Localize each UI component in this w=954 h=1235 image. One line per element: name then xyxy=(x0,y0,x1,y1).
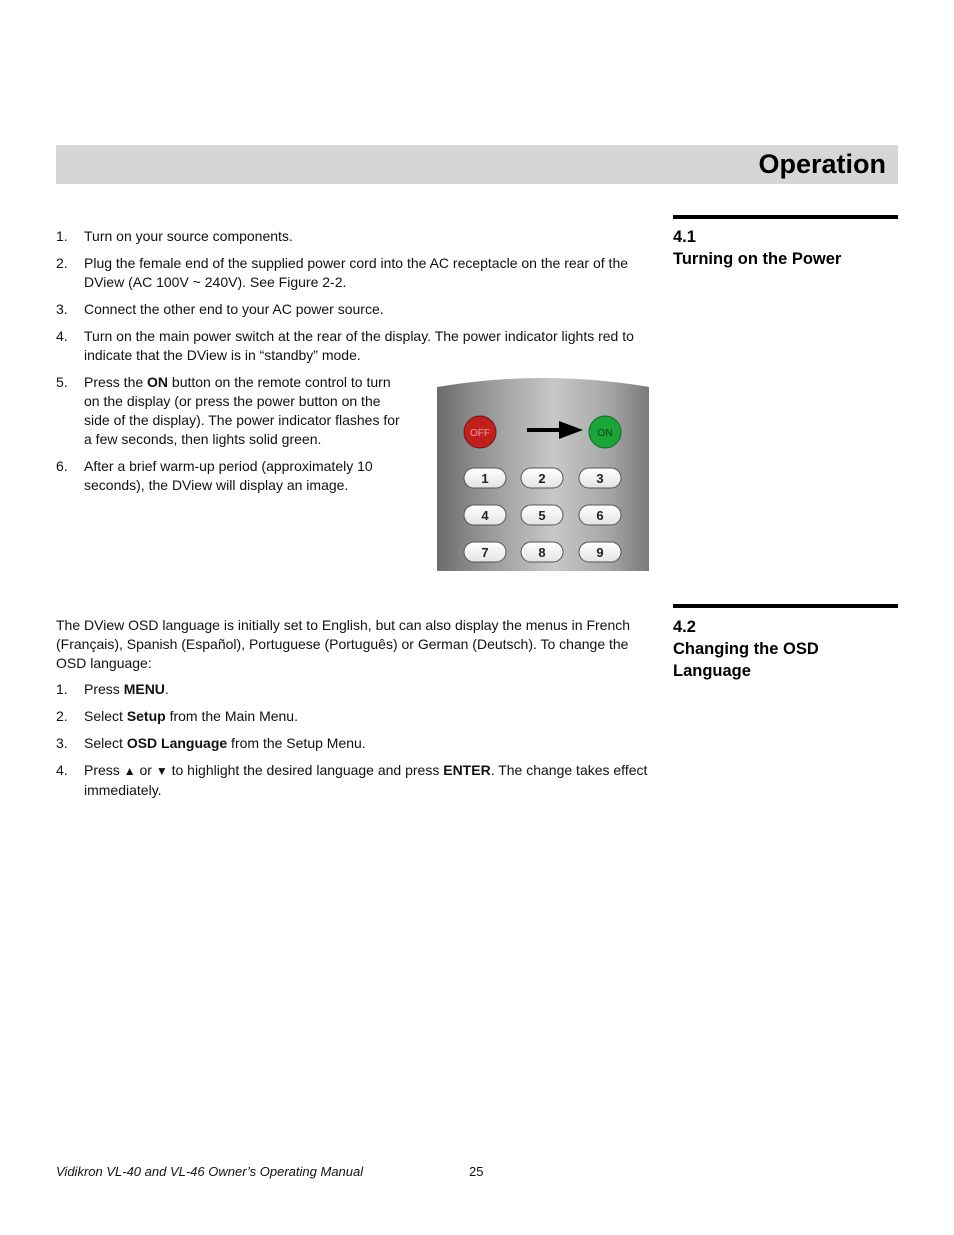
chapter-header-bar xyxy=(56,145,898,184)
section-number: 4.2 xyxy=(673,618,696,636)
chapter-title: Operation xyxy=(758,149,886,179)
keypad-label: 9 xyxy=(596,545,604,560)
arrow-right-icon xyxy=(527,421,583,439)
on-label: ON xyxy=(597,428,613,439)
list-item: 4. Press ▲ or ▼ to highlight the desired language and press ENTER. The change takes effect immediately. xyxy=(56,762,648,798)
section-number: 4.1 xyxy=(673,228,696,246)
keypad-label: 8 xyxy=(538,545,546,560)
up-arrow-icon: ▲ xyxy=(123,764,136,778)
osd-intro-paragraph: The DView OSD language is initially set to English, but can also display the menus in French (Français), Spanish (Español), Portuguese (Português) or German (Deutsch). To change the OSD language: xyxy=(56,617,631,671)
keypad-label: 7 xyxy=(481,545,489,560)
page-number: 25 xyxy=(469,1164,484,1179)
list-item: 5. Press the ON button on the remote control to turn on the display (or press the power button on the side of the display). The power indicator flashes for a few seconds, then lights solid green. xyxy=(56,374,400,447)
osd-steps-list xyxy=(56,680,652,808)
list-item: 1. Press MENU. xyxy=(56,681,169,697)
list-item: 4. Turn on the main power switch at the rear of the display. The power indicator lights red to indicate that the DView is in “standby” mode. xyxy=(56,328,634,363)
list-item: 2. Select Setup from the Main Menu. xyxy=(56,708,298,724)
keypad-label: 6 xyxy=(596,508,604,523)
down-arrow-icon: ▼ xyxy=(155,764,168,778)
remote-control-illustration xyxy=(437,377,649,571)
keypad-label: 1 xyxy=(481,471,489,486)
footer-manual-title: Vidikron VL-40 and VL-46 Owner’s Operating Manual xyxy=(56,1164,364,1179)
list-item: 3. Select OSD Language from the Setup Menu. xyxy=(56,735,366,751)
off-label: OFF xyxy=(470,428,490,439)
keypad-label: 4 xyxy=(481,508,489,523)
section-title-line2: Language xyxy=(673,662,751,680)
keypad-label: 3 xyxy=(596,471,604,486)
section-title-line1: Changing the OSD xyxy=(673,640,819,658)
section-rule xyxy=(673,604,898,608)
list-item: 6. After a brief warm-up period (approximately 10 seconds), the DView will display an image. xyxy=(56,458,373,493)
section-rule xyxy=(673,215,898,219)
section-heading-4-1 xyxy=(673,226,898,270)
keypad-label: 2 xyxy=(538,471,546,486)
keypad xyxy=(464,468,621,562)
section-heading-4-2 xyxy=(673,616,898,682)
section-title: Turning on the Power xyxy=(673,250,842,268)
list-item: 1. Turn on your source components. xyxy=(56,228,293,244)
keypad-label: 5 xyxy=(538,508,546,523)
list-item: 2. Plug the female end of the supplied power cord into the AC receptacle on the rear of the DView (AC 100V ~ 240V). See Figure 2-2. xyxy=(56,255,629,290)
list-item: 3. Connect the other end to your AC power source. xyxy=(56,301,384,317)
